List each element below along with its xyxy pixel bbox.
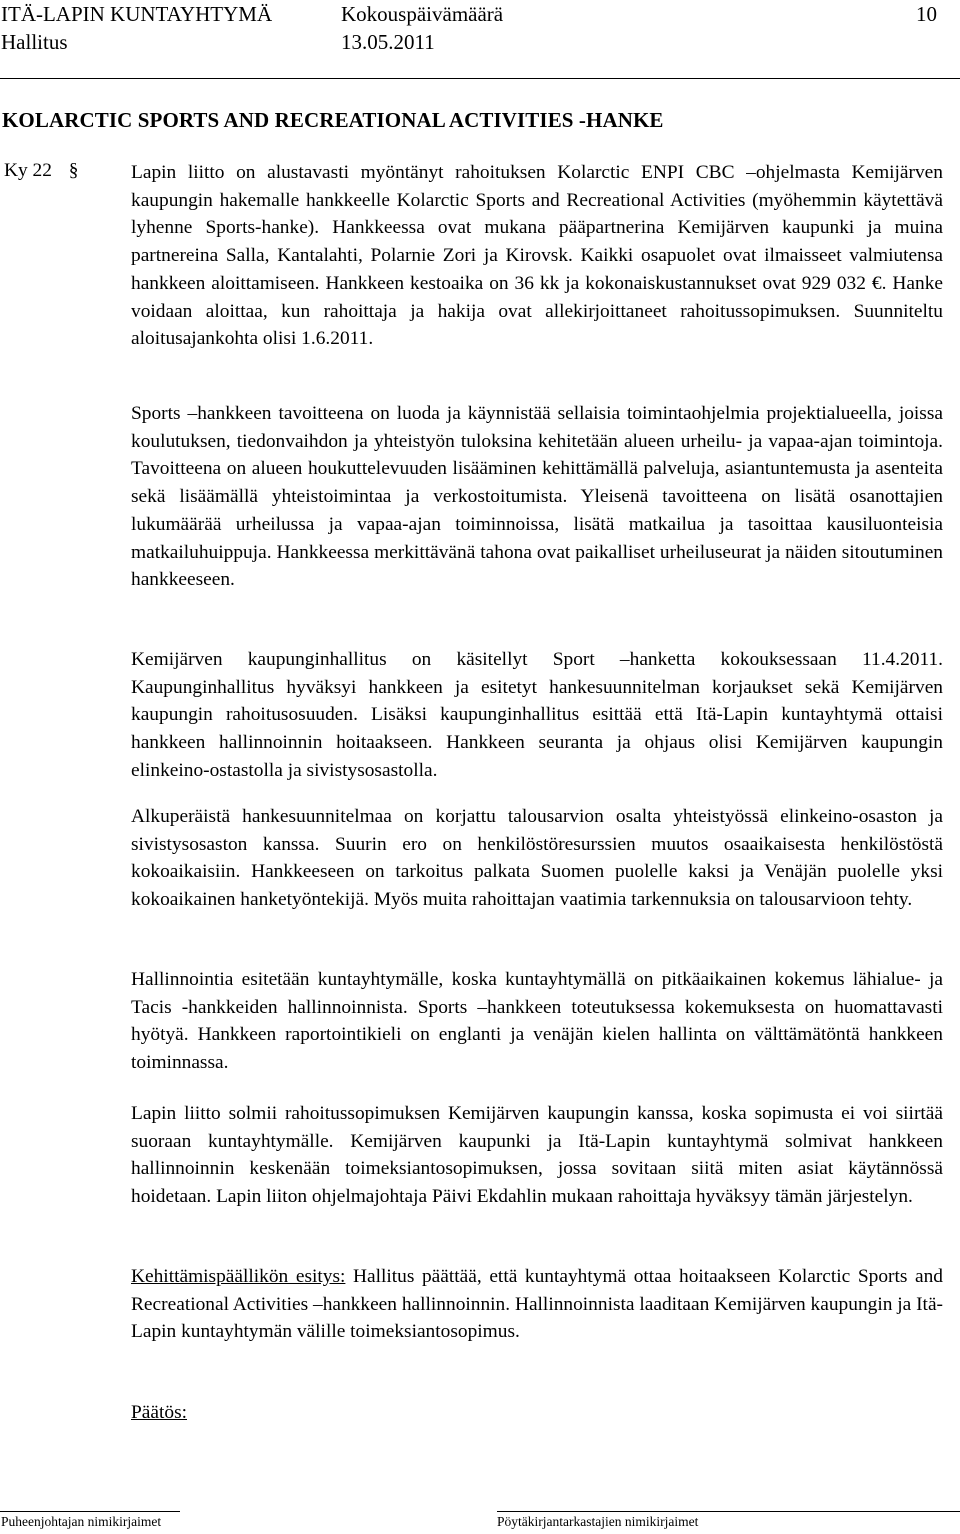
section-number-text: Ky 22 <box>4 160 52 181</box>
reviewers-initials-label: Pöytäkirjantarkastajien nimikirjaimet <box>497 1514 699 1529</box>
proposal-paragraph <box>131 1263 943 1346</box>
section-number <box>4 160 79 182</box>
paragraph-5: Hallinnointia esitetään kuntayhtymälle, koska kuntayhtymällä on pitkäaikainen kokemus lähialue- ja Tacis -hankkeiden hallinnoinnista. Sports –hankkeen toteutuksessa kokemuksesta on huomattavasti hyötyä. Hankkeen raportointikieli on englanti ja venäjän kielen hallinta on välttämätöntä hankkeen toiminnassa. <box>131 969 943 1074</box>
chair-initials-label: Puheenjohtajan nimikirjaimet <box>1 1514 162 1529</box>
paragraph-2: Sports –hankkeen tavoitteena on luoda ja käynnistää sellaisia toimintaohjelmia projektialueella, joissa koulutuksen, tiedonvaihdon ja yhteistyön tuloksina kehitetään alueen urheilu- ja vapaa-ajan toimintoja. Tavoitteena on alueen houkuttelevuuden lisääminen kehittämällä palveluja, asiantuntemusta ja asenteita sekä lisäämällä yhteistoimintaa ja verkostoitumista. Yleisenä tavoitteena on lisätä osanottajien lukumäärää urheilussa ja vapaa-ajan toiminnoissa, lisätä matkailua ja tasoittaa kausiluonteisia matkailuhuippuja. Hankkeessa merkittävänä tahona ovat paikalliset urheiluseurat ja näiden sitoutuminen hankkeeseen. <box>131 403 943 591</box>
meeting-body: Hallitus <box>1 30 68 54</box>
meeting-date: 13.05.2011 <box>341 30 435 54</box>
meeting-date-label: Kokouspäivämäärä <box>341 2 504 26</box>
paragraph-6: Lapin liitto solmii rahoitussopimuksen Kemijärven kaupungin kanssa, koska sopimusta ei voi siirtää suoraan kuntayhtymälle. Kemijärven kaupunki ja Itä-Lapin kuntayhtymä solmivat hankkeen hallinnoinnin keskenään toimeksiantosopimuksen, jossa sovitaan siitä miten asiat käytännössä hoidetaan. Lapin liiton ohjelmajohtaja Päivi Ekdahlin mukaan rahoittaja hyväksyy tämän järjestelyn. <box>131 1103 943 1208</box>
header-divider <box>0 78 960 79</box>
proposal-text: Hallitus päättää, että kuntayhtymä ottaa hoitaakseen Kolarctic Sports and Recreational Activities –hankkeen hallinnoinnin. Hallinnoinnista laaditaan Kemijärven kaupungin ja Itä-Lapin kuntayhtymän välille toimeksiantosopimus. <box>131 1266 944 1343</box>
decision-label: Päätös: <box>131 1402 188 1423</box>
organization-name: ITÄ-LAPIN KUNTAYHTYMÄ <box>1 2 273 26</box>
section-symbol: § <box>68 160 79 181</box>
footer-divider-right <box>497 1511 960 1512</box>
proposal-label: Kehittämispäällikön esitys: <box>131 1266 346 1287</box>
footer-divider-left <box>0 1511 180 1512</box>
page-number: 10 <box>916 2 937 26</box>
paragraph-3: Kemijärven kaupunginhallitus on käsitellyt Sport –hanketta kokouksessaan 11.4.2011. Kaupunginhallitus hyväksyi hankkeen ja esitetyt hankesuunnitelman korjaukset sekä Kemijärven kaupungin rahoitusosuuden. Lisäksi kaupunginhallitus esittää että Itä-Lapin kuntayhtymä ottaisi hankkeen hallinnoinnin hoitaakseen. Hankkeen seuranta ja ohjaus olisi Kemijärven kaupungin elinkeino-ostastolla ja sivistysosastolla. <box>131 649 943 781</box>
paragraph-1: Lapin liitto on alustavasti myöntänyt rahoituksen Kolarctic ENPI CBC –ohjelmasta Kemijärven kaupungin hakemalle hankkeelle Kolarctic Sports and Recreational Activities (myöhemmin käytettävä lyhenne Sports-hanke). Hankkeessa ovat mukana pääpartnerina Kemijärven kaupunki ja muina partnereina Salla, Kantalahti, Polarnie Zori ja Kirovsk. Kaikki osapuolet ovat ilmaisseet valmiutensa hankkeen aloittamiseen. Hankkeen kestoaika on 36 kk ja kokonaiskustannukset ovat 929 032 €. Hanke voidaan aloittaa, kun rahoittaja ja hakija ovat allekirjoittaneet rahoitussopimuksen. Suunniteltu aloitusajankohta olisi 1.6.2011. <box>131 162 943 350</box>
document-title: KOLARCTIC SPORTS AND RECREATIONAL ACTIVITIES -HANKE <box>2 108 664 132</box>
paragraph-4: Alkuperäistä hankesuunnitelmaa on korjattu talousarvion osalta yhteistyössä elinkeino-osaston ja sivistysosaston kanssa. Suurin ero on henkilöstöresurssien muutos osaaikaisesta henkilöstöstä kokoaikaisiin. Hankkeeseen on tarkoitus palkata Suomen puolelle kaksi ja Venäjän puolelle yksi kokoaikainen hanketyöntekijä. Myös muita rahoittajan vaatimia tarkennuksia on talousarvioon tehty. <box>131 806 943 911</box>
